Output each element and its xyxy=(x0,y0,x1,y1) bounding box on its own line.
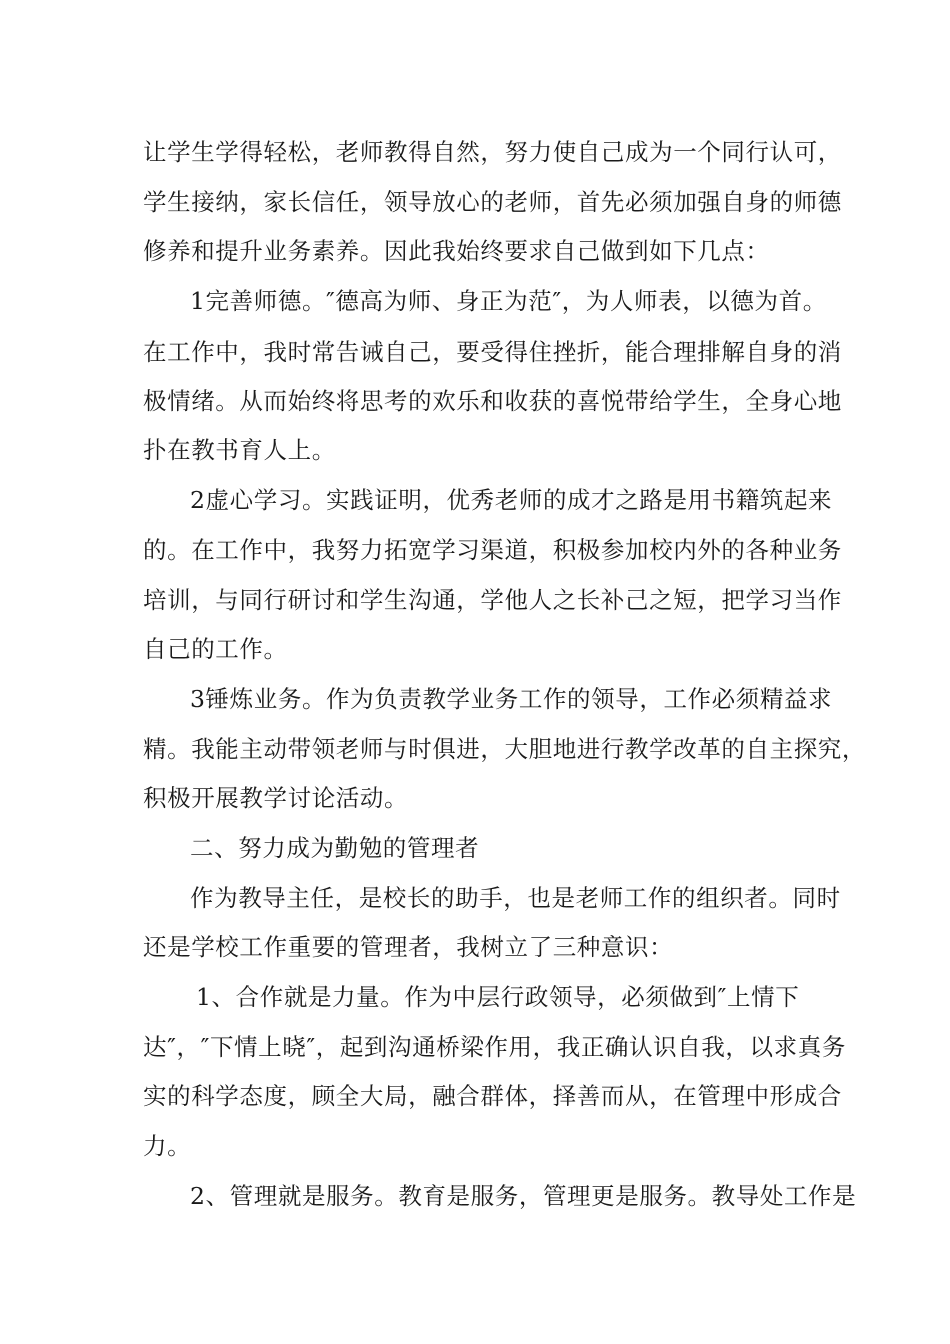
paragraph-start-line: 3锤炼业务。作为负责教学业务工作的领导，工作必须精益求 xyxy=(190,685,833,713)
paragraph-start-line: 作为教导主任，是校长的助手，也是老师工作的组织者。同时 xyxy=(190,884,841,912)
text-line: 实的科学态度，顾全大局，融合群体，择善而从，在管理中形成合 xyxy=(143,1082,842,1110)
text-line: 还是学校工作重要的管理者，我树立了三种意识： xyxy=(143,933,674,961)
text-line: 扑在教书育人上。 xyxy=(143,436,336,464)
text-line: 精。我能主动带领老师与时俱进，大胆地进行教学改革的自主探究， xyxy=(143,735,866,763)
text-line: 的。在工作中，我努力拓宽学习渠道，积极参加校内外的各种业务 xyxy=(143,536,842,564)
text-line: 力。 xyxy=(143,1132,192,1160)
text-line: 让学生学得轻松，老师教得自然，努力使自己成为一个同行认可， xyxy=(143,138,842,166)
paragraph-start-line: 1、合作就是力量。作为中层行政领导，必须做到″上情下 xyxy=(196,983,800,1011)
text-line: 培训，与同行研讨和学生沟通，学他人之长补己之短，把学习当作 xyxy=(143,586,842,614)
text-line: 修养和提升业务素养。因此我始终要求自己做到如下几点： xyxy=(143,237,770,265)
text-line: 学生接纳，家长信任，领导放心的老师，首先必须加强自身的师德 xyxy=(143,188,842,216)
text-line: 达″，″下情上晓″，起到沟通桥梁作用，我正确认识自我，以求真务 xyxy=(143,1033,846,1061)
paragraph-start-line: 2、管理就是服务。教育是服务，管理更是服务。教导处工作是 xyxy=(190,1182,857,1210)
paragraph-start-line: 1完善师德。″德高为师、身正为范″，为人师表，以德为首。 xyxy=(190,287,827,315)
text-line: 极情绪。从而始终将思考的欢乐和收获的喜悦带给学生，全身心地 xyxy=(143,387,842,415)
text-line: 积极开展教学讨论活动。 xyxy=(143,784,409,812)
text-line: 在工作中，我时常告诫自己，要受得住挫折，能合理排解自身的消 xyxy=(143,338,842,366)
text-line: 自己的工作。 xyxy=(143,635,288,663)
section-heading: 二、努力成为勤勉的管理者 xyxy=(190,834,480,862)
paragraph-start-line: 2虚心学习。实践证明，优秀老师的成才之路是用书籍筑起来 xyxy=(190,486,833,514)
